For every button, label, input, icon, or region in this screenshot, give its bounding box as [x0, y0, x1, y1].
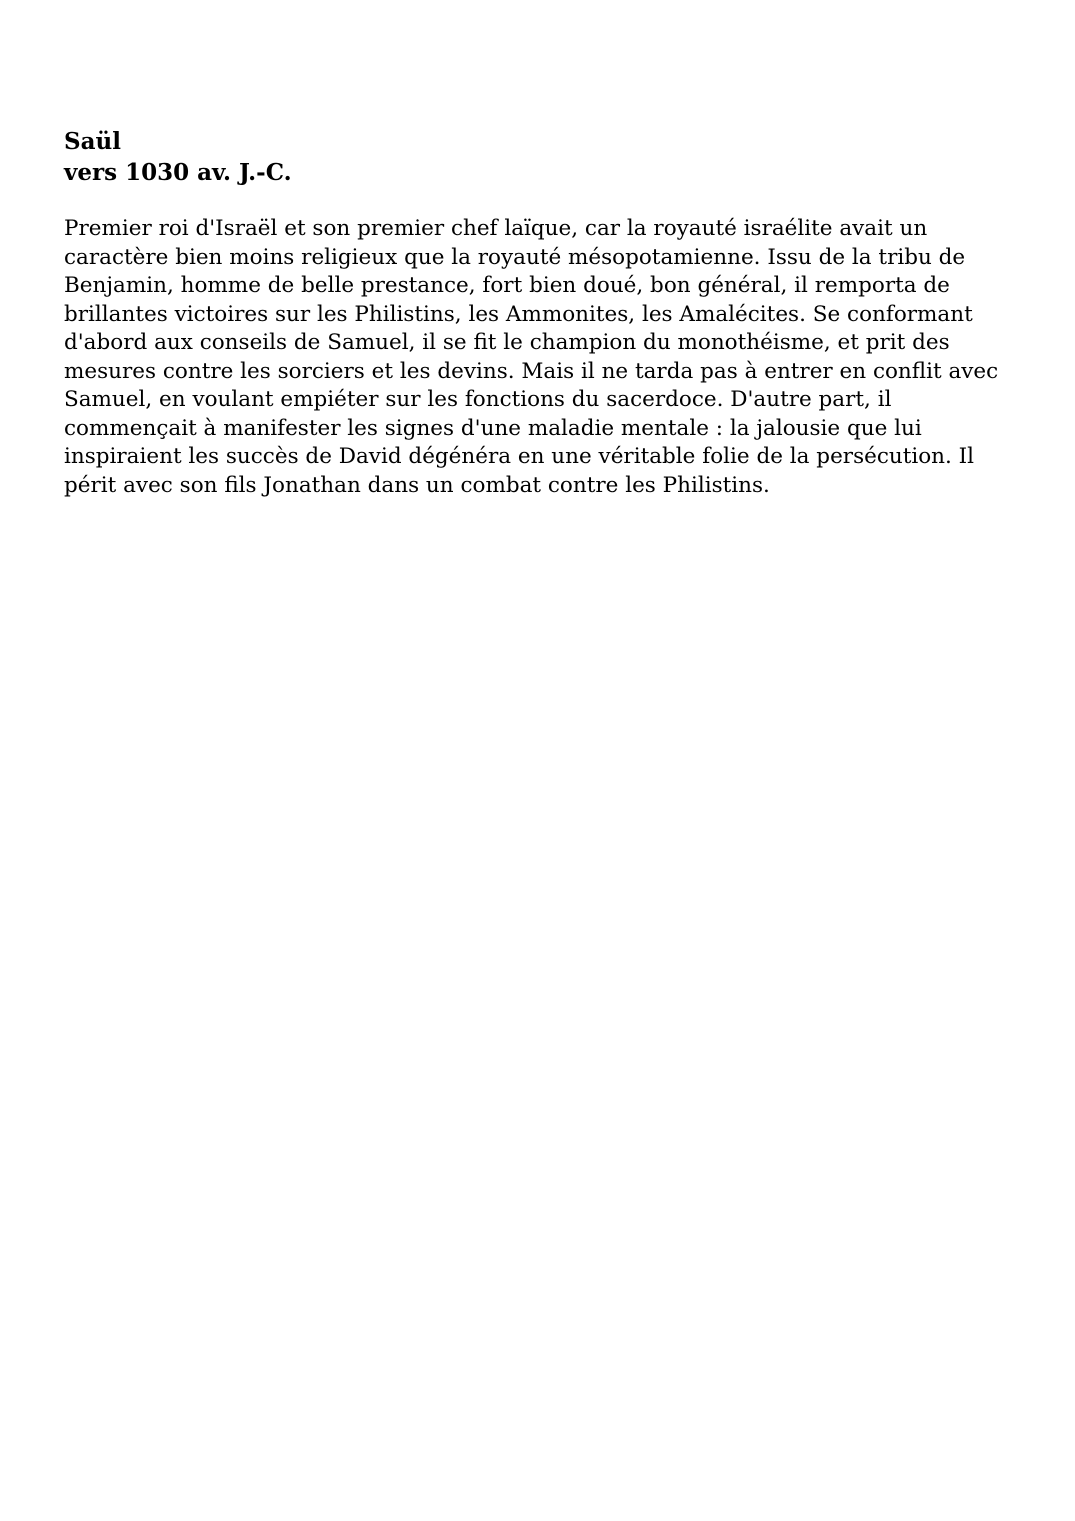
- document-paragraph: Premier roi d'Israël et son premier chef laïque, car la royauté israélite avait un caractère bien moins religieux que la royauté mésopotamienne. Issu de la tribu de Benjamin, homme de belle prestance, fort bien doué, bon général, il remporta de brillantes victoires sur les Philistins, les Ammonites, les Amalécites. Se conformant d'abord aux conseils de Samuel, il se fit le champion du monothéisme, et prit des mesures contre les sorciers et les devins. Mais il ne tarda pas à entrer en conflit avec Samuel, en voulant empiéter sur les fonctions du sacerdoce. D'autre part, il commençait à manifester les signes d'une maladie mentale : la jalousie que lui inspiraient les succès de David dégénéra en une véritable folie de la persécution. Il périt avec son fils Jonathan dans un combat contre les Philistins.: [64, 216, 999, 498]
- document-date: vers 1030 av. J.-C.: [64, 159, 292, 186]
- document-title: Saül: [64, 128, 121, 155]
- document-content: [64, 126, 1014, 500]
